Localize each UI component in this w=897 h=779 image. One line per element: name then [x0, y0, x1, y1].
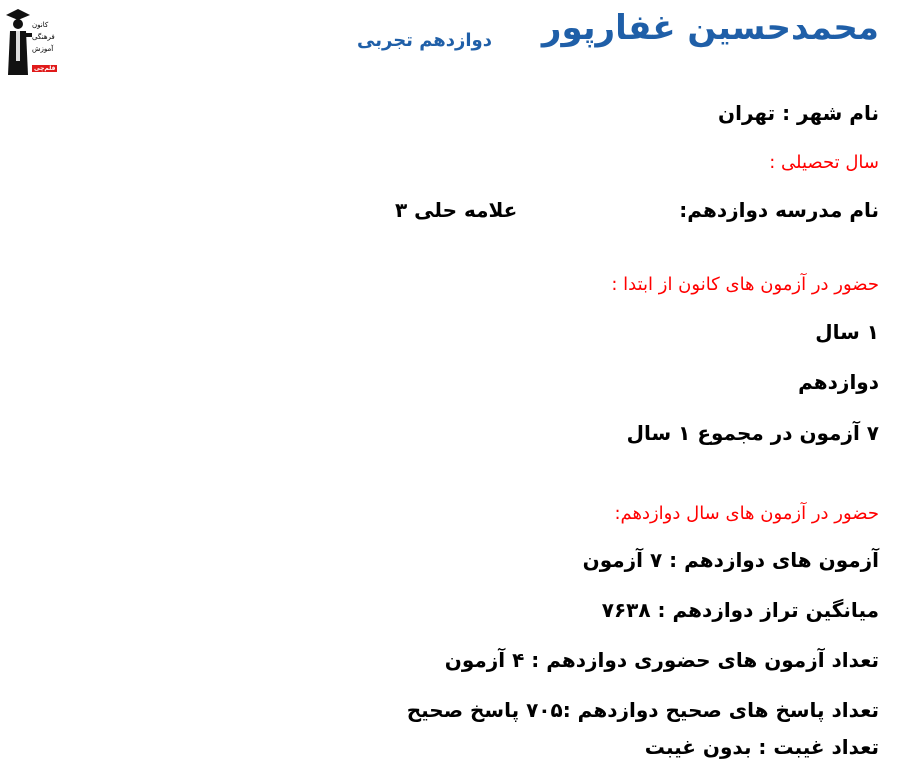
student-name: محمدحسین غفارپور — [541, 8, 879, 48]
logo-line-1: کانون — [32, 21, 49, 29]
year-exams: آزمون های دوازدهم : ۷ آزمون — [582, 548, 879, 572]
graduate-figure-icon — [4, 5, 32, 77]
school-label: نام مدرسه دوازدهم: — [679, 198, 879, 222]
kanoon-logo — [4, 5, 58, 77]
logo-line-2: فرهنگی — [32, 33, 55, 41]
academic-year-label: سال تحصیلی : — [769, 152, 879, 173]
grade-title: دوازدهم تجربی — [357, 30, 492, 51]
attendance-total-heading: حضور در آزمون های کانون از ابتدا : — [611, 274, 879, 295]
year-absences: تعداد غیبت : بدون غیبت — [644, 735, 879, 759]
logo-badge: قلم‌چی — [34, 65, 56, 72]
attendance-year-heading: حضور در آزمون های سال دوازدهم: — [614, 503, 879, 524]
attendance-years: ۱ سال — [815, 320, 879, 344]
attendance-grade: دوازدهم — [798, 370, 879, 394]
logo-line-3: آموزش — [32, 45, 54, 53]
city-line: نام شهر : تهران — [718, 101, 879, 125]
attendance-summary: ۷ آزمون در مجموع ۱ سال — [626, 421, 879, 445]
year-in-person-exams: تعداد آزمون های حضوری دوازدهم : ۴ آزمون — [444, 648, 879, 672]
school-name: علامه حلی ۳ — [395, 198, 518, 222]
year-average-level: میانگین تراز دوازدهم : ۷۶۳۸ — [601, 598, 879, 622]
year-correct-answers: تعداد پاسخ های صحیح دوازدهم :۷۰۵ پاسخ صحیح — [406, 698, 879, 722]
